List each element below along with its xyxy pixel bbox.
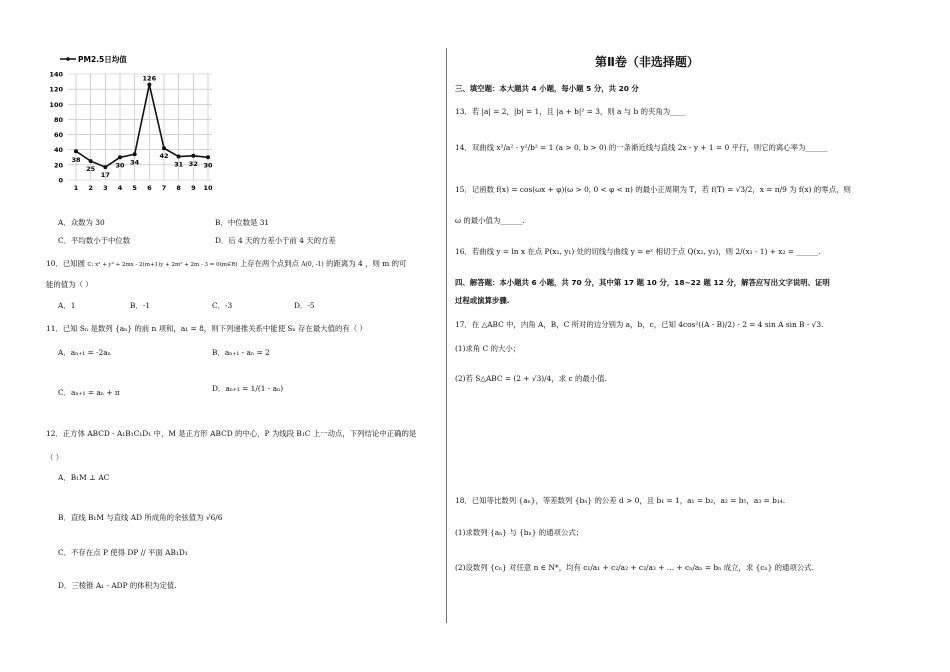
data-label: 17 (100, 171, 110, 180)
y-tick-label: 100 (49, 100, 63, 109)
y-tick-label: 60 (53, 131, 63, 140)
q18-part-2: (2)设数列 {cₙ} 对任意 n ∈ N*，均有 c₁/a₁ + c₂/a₂ + c₃/a₃ + … + cₙ/aₙ = bₙ 成立，求 {cₙ} 的通项公式. (455, 563, 814, 572)
pm25-line-chart (40, 48, 225, 198)
q18-stem: 18．已知等比数列 {aₙ}，等差数列 {bₙ} 的公差 d > 0，且 b₁ = 1，a₁ = b₂，a₂ = b₅，a₃ = b₁₄. (455, 496, 786, 505)
q10-point: A(0, -1) (301, 261, 324, 268)
solve-header-2: 过程或演算步骤. (455, 296, 510, 305)
q12-stem-2: （ ） (46, 453, 64, 462)
q10-text-a: 10．已知圆 (46, 259, 85, 268)
q10-dist: 4 (358, 259, 363, 268)
y-tick-label: 140 (49, 70, 63, 79)
q12-option-b: B．直线 B₁M 与直线 AD 所成角的余弦值为 √6/6 (58, 513, 223, 522)
x-tick-label: 9 (191, 184, 196, 192)
y-tick-label: 80 (53, 115, 63, 124)
data-label: 38 (71, 156, 81, 165)
series-line (76, 85, 208, 168)
section-title: 第Ⅱ卷（非选择题） (595, 55, 699, 69)
data-point (147, 83, 151, 87)
q10-text-d: ，则 m 的可 (365, 259, 407, 268)
data-label: 126 (142, 74, 157, 83)
q12-option-c: C．不存在点 P 使得 DP // 平面 AB₁D₁ (58, 548, 188, 557)
q11-option-c: C．aₙ₊₁ = aₙ + π (58, 388, 120, 397)
data-point (191, 154, 195, 158)
legend-marker (66, 57, 70, 61)
q17-part-1: (1)求角 C 的大小； (455, 344, 521, 353)
y-tick-label: 0 (58, 176, 63, 185)
data-point (103, 165, 107, 169)
q9-option-c: C．平均数小于中位数 (58, 236, 131, 245)
q12-stem: 12．正方体 ABCD - A₁B₁C₁D₁ 中，M 是正方形 ABCD 的中心，P 为线段 B₁C 上一动点，下列结论中正确的是 (46, 429, 417, 438)
q17-stem: 17．在 △ABC 中，内角 A，B，C 所对的边分别为 a，b，c，已知 4cos²((A - B)/2) - 2 = 4 sin A sin B - √3. (455, 320, 824, 329)
data-point (162, 146, 166, 150)
data-label: 42 (159, 152, 169, 161)
x-tick-label: 3 (103, 184, 108, 192)
data-label: 30 (203, 161, 213, 170)
x-tick-label: 4 (117, 184, 123, 192)
data-point (206, 155, 210, 159)
y-tick-label: 20 (53, 161, 63, 170)
x-tick-label: 2 (88, 184, 93, 192)
data-label: 25 (86, 165, 96, 174)
q10-line-1 (46, 259, 406, 270)
column-divider (446, 48, 447, 623)
q10-option-c: C．-3 (212, 301, 233, 310)
x-tick-label: 8 (176, 184, 181, 192)
data-point (177, 155, 181, 159)
data-label: 30 (115, 161, 125, 170)
y-tick-label: 40 (53, 146, 63, 155)
q11-option-b: B．aₙ₊₁ - aₙ = 2 (212, 348, 270, 357)
q11-option-d: D．aₙ₊₁ = 1/(1 - aₙ) (212, 384, 284, 393)
x-tick-label: 6 (147, 184, 152, 192)
x-tick-label: 10 (203, 184, 213, 192)
q16: 16．若曲线 y = ln x 在点 P(x₁, y₁) 处的切线与曲线 y = eˣ 相切于点 Q(x₂, y₂)，则 2/(x₁ - 1) + x₂ = ______. (455, 247, 821, 256)
q10-text-c: 的距离为 (326, 259, 356, 268)
fill-in-header: 三、填空题：本大题共 4 小题，每小题 5 分，共 20 分 (455, 84, 639, 93)
x-tick-label: 7 (161, 184, 167, 192)
q10-option-d: D．-5 (294, 301, 315, 310)
q12-option-a: A．B₁M ⊥ AC (58, 473, 110, 482)
q10-text-b: 上存在两个点到点 (239, 259, 299, 268)
data-point (118, 155, 122, 159)
q12-option-d: D．三棱锥 A₁ - ADP 的体积为定值. (58, 581, 177, 590)
y-tick-label: 120 (49, 85, 63, 94)
data-point (133, 152, 137, 156)
solve-header-1: 四、解答题：本小题共 6 小题，共 70 分，其中第 17 题 10 分，18~22 题 12 分，解答应写出文字说明、证明 (455, 278, 830, 287)
q17-part-2: (2)若 S△ABC = (2 + √3)/4，求 c 的最小值. (455, 374, 607, 383)
q9-option-b: B．中位数是 31 (215, 218, 270, 227)
q11-option-a: A．aₙ₊₁ = -2aₙ (58, 348, 111, 357)
x-tick-label: 5 (132, 184, 137, 192)
q14: 14．双曲线 x²/a² - y²/b² = 1 (a > 0, b > 0) 的一条渐近线与直线 2x - y + 1 = 0 平行，则它的离心率为______ (455, 143, 828, 152)
q13: 13．若 |a| = 2，|b| = 1，且 |a + b|² = 3，则 a 与 b 的夹角为____ (455, 107, 685, 116)
q10-line-2: 能的值为（ ） (46, 280, 93, 289)
q11-stem: 11．已知 Sₙ 是数列 {aₙ} 的前 n 项和，a₁ = 8，则下列递推关系中能使 Sₙ 存在最大值的有（ ） (46, 324, 367, 333)
q10-circle-eq: C: x² + y² + 2mx - 2(m+1)y + 2m² + 2m - 3 = 0(m∈R) (87, 262, 238, 268)
q15-line-2: ω 的最小值为______. (455, 216, 525, 225)
q10-option-a: A．1 (58, 301, 76, 310)
legend-label: PM2.5日均值 (78, 55, 127, 64)
q18-part-1: (1)求数列 {aₙ} 与 {bₙ} 的通项公式； (455, 528, 584, 537)
data-point (89, 159, 93, 163)
data-point (74, 149, 78, 153)
x-tick-label: 1 (73, 184, 79, 192)
data-label: 34 (130, 158, 140, 167)
q9-option-a: A．众数为 30 (58, 218, 105, 227)
q9-option-d: D．后 4 天的方差小于前 4 天的方差 (215, 236, 336, 245)
data-label: 31 (174, 160, 184, 169)
q15-line-1: 15．记函数 f(x) = cos(ωx + φ)(ω > 0, 0 < φ < π) 的最小正周期为 T，若 f(T) = √3/2，x = π/9 为 f(x) 的零点，则 (455, 185, 851, 194)
q10-option-b: B．-1 (130, 301, 151, 310)
data-label: 32 (188, 159, 198, 168)
